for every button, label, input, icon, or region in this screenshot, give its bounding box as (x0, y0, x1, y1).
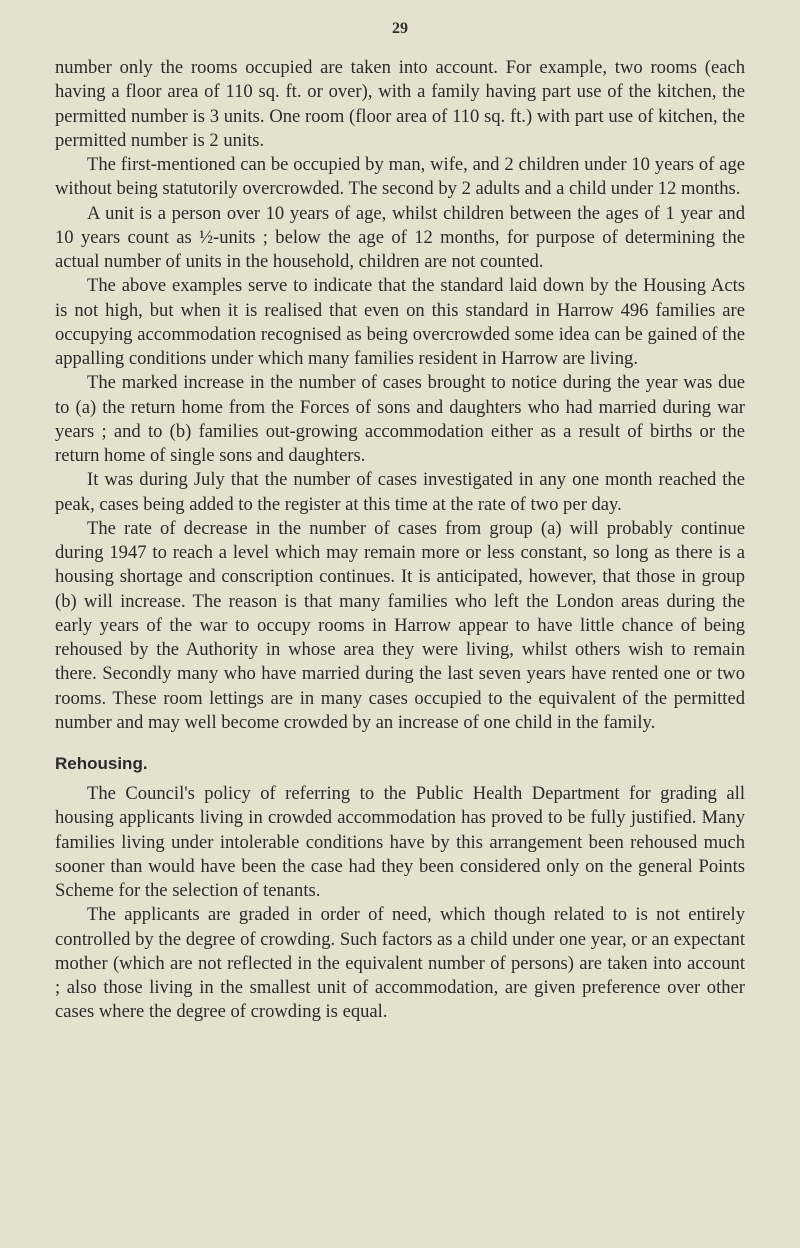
paragraph: It was during July that the number of cases investigated in any one month reached the peak, cases being added to the register at this time at the rate of two per day. (55, 469, 745, 515)
paragraph: The applicants are graded in order of need, which though related to is not entirely controlled by the degree of crowding. Such factors as a child under one year, or an expectant mother (which are not reflected in the equivalent number of persons) are taken into account ; also those living in the smallest unit of accommodation, are given preference over other cases where the degree of crowding is equal. (55, 904, 745, 1023)
paragraph: The first-mentioned can be occupied by man, wife, and 2 children under 10 years of age without being statutorily overcrowded. The second by 2 adults and a child under 12 months. (55, 154, 745, 200)
paragraph: A unit is a person over 10 years of age, whilst children between the ages of 1 year and 10 years count as ½-units ; below the age of 12 months, for purpose of determining the actual number of units in the household, children are not counted. (55, 202, 745, 272)
paragraph: The above examples serve to indicate that the standard laid down by the Housing Acts is not high, but when it is realised that even on this standard in Harrow 496 families are occupying accommodation recognised as being overcrowded some idea can be gained of the appalling conditions under which many families resident in Harrow are living. (55, 275, 745, 369)
paragraph: The Council's policy of referring to the Public Health Department for grading all housing applicants living in crowded accommodation has proved to be fully justified. Many families living under intolerable conditions have by this arrangement been rehoused much sooner than would have been the case had they been considered only on the general Points Scheme for the selection of tenants. (55, 783, 745, 901)
page-number: 29 (392, 20, 408, 37)
paragraph: number only the rooms occupied are taken into account. For example, two rooms (each having a floor area of 110 sq. ft. or over), with a family having part use of the kitchen, the permitted number is 3 units. One room (floor area of 110 sq. ft.) with part use of kitchen, the permitted number is 2 units. (55, 57, 745, 151)
body-text (55, 56, 745, 1025)
section-heading: Rehousing. (55, 754, 148, 773)
paragraph: The marked increase in the number of cases brought to notice during the year was due to (a) the return home from the Forces of sons and daughters who had married during war years ; and to (b) families out-growing accommodation either as a result of births or the return home of single sons and daughters. (55, 372, 745, 466)
paragraph: The rate of decrease in the number of cases from group (a) will probably continue during 1947 to reach a level which may remain more or less constant, so long as there is a housing shortage and conscription continues. It is anticipated, however, that those in group (b) will increase. The reason is that many families who left the London areas during the early years of the war to occupy rooms in Harrow appear to have little chance of being rehoused by the Authority in whose area they were living, whilst others wish to remain there. Secondly many who have married during the last seven years have rented one or two rooms. These room lettings are in many cases occupied to the equivalent of the permitted number and may well become crowded by an increase of one child in the family. (55, 517, 745, 733)
